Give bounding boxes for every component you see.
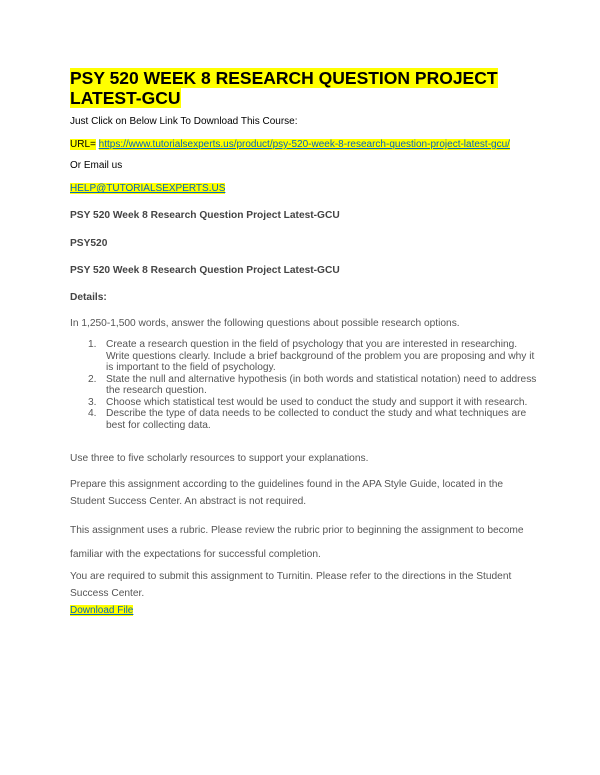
title-line-2: LATEST-GCU — [70, 88, 181, 108]
details-label: Details: — [70, 292, 107, 303]
url-label: URL= — [70, 139, 96, 150]
course-code: PSY520 — [70, 238, 108, 249]
course-url-link[interactable]: https://www.tutorialsexperts.us/product/psy-520-week-8-research-question-project-latest-gcu/ — [98, 139, 510, 150]
title-line-1: PSY 520 WEEK 8 RESEARCH QUESTION PROJECT — [70, 68, 498, 88]
heading-2: PSY 520 Week 8 Research Question Project Latest-GCU — [70, 265, 340, 276]
list-item: 2. State the null and alternative hypothesis (in both words and statistical notation) need to address the research question. — [88, 373, 537, 396]
intro-paragraph: In 1,250-1,500 words, answer the following questions about possible research options. — [70, 318, 460, 329]
download-file-link[interactable]: Download File — [70, 605, 134, 616]
url-line — [70, 139, 510, 150]
paragraph-apa: Prepare this assignment according to the guidelines found in the APA Style Guide, located in the Student Success Center. An abstract is not required. — [70, 479, 504, 507]
list-item: 3. Choose which statistical test would be used to conduct the study and support it with research. — [88, 396, 528, 408]
click-instruction: Just Click on Below Link To Download This Course: — [70, 116, 298, 127]
email-label: Or Email us — [70, 160, 123, 171]
list-item: 4. Describe the type of data needs to be collected to conduct the study and what techniques are best for collecting data. — [88, 408, 527, 431]
email-line — [70, 183, 225, 194]
heading-1: PSY 520 Week 8 Research Question Project Latest-GCU — [70, 210, 340, 221]
paragraph-rubric: This assignment uses a rubric. Please review the rubric prior to beginning the assignment to become familiar with the expectations for successful completion. — [70, 525, 524, 560]
document-title — [70, 68, 540, 108]
list-item: 1. Create a research question in the field of psychology that you are interested in researching. Write questions clearly. Include a brief background of the problem you are proposing and why it is important to the field of psychology. — [88, 339, 535, 373]
download-line — [70, 605, 133, 616]
questions-list — [70, 339, 540, 431]
paragraph-turnitin: You are required to submit this assignment to Turnitin. Please refer to the directions in the Student Success Center. — [70, 571, 512, 599]
email-link[interactable]: HELP@TUTORIALSEXPERTS.US — [70, 183, 226, 194]
paragraph-resources: Use three to five scholarly resources to support your explanations. — [70, 453, 369, 464]
